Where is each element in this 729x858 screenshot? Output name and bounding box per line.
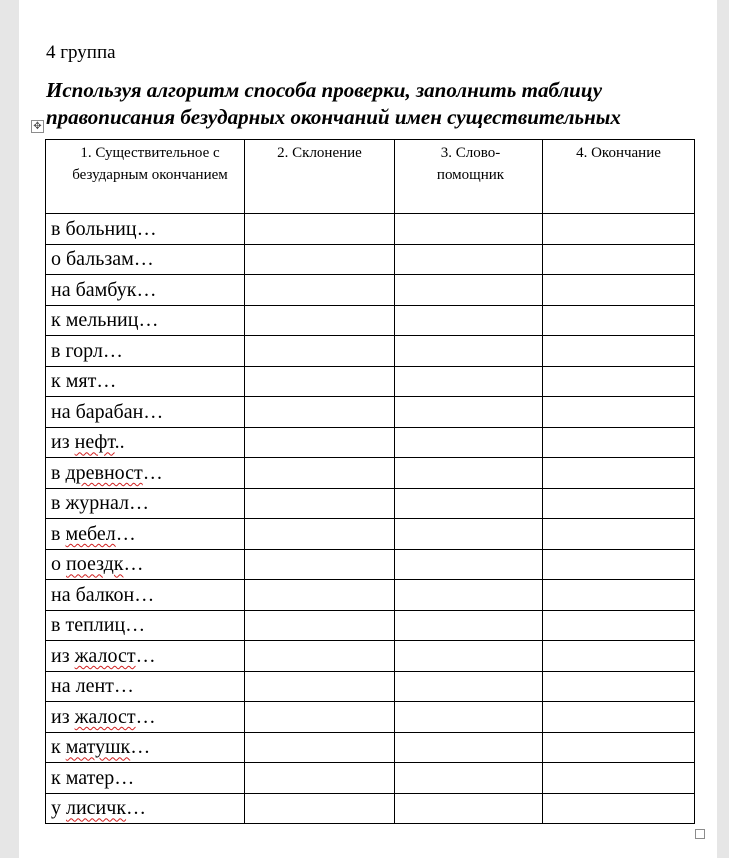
preposition: у	[51, 797, 61, 820]
helper-word-cell[interactable]	[395, 397, 543, 428]
task-heading-line-1: Используя алгоритм способа проверки, заполнить таблицу	[46, 78, 603, 102]
table-row	[46, 641, 695, 672]
table-row	[46, 702, 695, 733]
noun-stem: горл	[65, 339, 103, 362]
ending-cell[interactable]	[543, 244, 695, 275]
ending-placeholder: …	[135, 644, 156, 667]
noun-stem: балкон	[75, 583, 135, 606]
ending-cell[interactable]	[543, 366, 695, 397]
declension-cell[interactable]	[245, 793, 395, 824]
noun-stem: матер	[65, 766, 115, 789]
noun-cell[interactable]	[46, 519, 245, 550]
ending-placeholder: …	[114, 766, 135, 789]
ending-cell[interactable]	[543, 214, 695, 245]
header-declension: 2. Склонение	[245, 140, 395, 214]
helper-word-cell[interactable]	[395, 580, 543, 611]
helper-word-cell[interactable]	[395, 610, 543, 641]
ending-cell[interactable]	[543, 458, 695, 489]
declension-cell[interactable]	[245, 214, 395, 245]
noun-cell[interactable]	[46, 488, 245, 519]
preposition: к	[51, 370, 61, 393]
preposition: на	[51, 583, 71, 606]
ending-cell[interactable]	[543, 580, 695, 611]
declension-cell[interactable]	[245, 702, 395, 733]
ending-cell[interactable]	[543, 763, 695, 794]
noun-cell[interactable]	[46, 732, 245, 763]
ending-placeholder: …	[113, 675, 134, 698]
noun-stem: нефт	[74, 431, 115, 454]
ending-cell[interactable]	[543, 549, 695, 580]
noun-stem: бальзам	[66, 248, 134, 271]
helper-word-cell[interactable]	[395, 793, 543, 824]
preposition: на	[51, 675, 71, 698]
header-helper-word: 3. Слово-помощник	[395, 140, 543, 214]
declension-cell[interactable]	[245, 305, 395, 336]
declension-cell[interactable]	[245, 763, 395, 794]
helper-word-cell[interactable]	[395, 275, 543, 306]
noun-cell[interactable]	[46, 397, 245, 428]
preposition: в	[51, 522, 61, 545]
helper-word-cell[interactable]	[395, 427, 543, 458]
declension-cell[interactable]	[245, 336, 395, 367]
noun-cell[interactable]	[46, 763, 245, 794]
helper-word-cell[interactable]	[395, 641, 543, 672]
preposition: на	[51, 400, 71, 423]
table-row	[46, 214, 695, 245]
ending-placeholder: …	[135, 705, 156, 728]
declension-cell[interactable]	[245, 397, 395, 428]
preposition: о	[51, 248, 61, 271]
task-heading-line-2: правописания безударных окончаний имен существительных	[46, 105, 621, 129]
noun-cell[interactable]	[46, 427, 245, 458]
noun-cell[interactable]	[46, 366, 245, 397]
helper-word-cell[interactable]	[395, 488, 543, 519]
declension-cell[interactable]	[245, 366, 395, 397]
table-row	[46, 488, 695, 519]
noun-stem: матушк	[65, 736, 131, 759]
table-row	[46, 458, 695, 489]
declension-cell[interactable]	[245, 427, 395, 458]
noun-stem: теплиц	[65, 614, 126, 637]
header-ending: 4. Окончание	[543, 140, 695, 214]
helper-word-cell[interactable]	[395, 305, 543, 336]
ending-placeholder: …	[136, 217, 157, 240]
noun-cell[interactable]	[46, 580, 245, 611]
noun-stem: лент	[75, 675, 114, 698]
table-row	[46, 549, 695, 580]
noun-cell[interactable]	[46, 671, 245, 702]
preposition: к	[51, 766, 61, 789]
preposition: из	[51, 705, 70, 728]
declension-cell[interactable]	[245, 671, 395, 702]
preposition: о	[51, 553, 61, 576]
answer-table	[45, 139, 695, 824]
preposition: в	[51, 339, 61, 362]
ending-placeholder: …	[142, 461, 163, 484]
declension-cell[interactable]	[245, 519, 395, 550]
table-header-row	[46, 140, 695, 214]
table-row	[46, 244, 695, 275]
ending-placeholder: …	[96, 370, 117, 393]
declension-cell[interactable]	[245, 732, 395, 763]
noun-stem: поездк	[66, 553, 124, 576]
helper-word-cell[interactable]	[395, 244, 543, 275]
noun-stem: барабан	[75, 400, 144, 423]
ending-placeholder: …	[130, 736, 151, 759]
noun-stem: мебел	[65, 522, 116, 545]
group-label: 4 группа	[46, 42, 116, 63]
ending-cell[interactable]	[543, 732, 695, 763]
ending-cell[interactable]	[543, 519, 695, 550]
resize-handle-icon[interactable]	[695, 829, 705, 839]
noun-cell[interactable]	[46, 275, 245, 306]
declension-cell[interactable]	[245, 244, 395, 275]
table-row	[46, 519, 695, 550]
noun-cell[interactable]	[46, 549, 245, 580]
preposition: из	[51, 431, 70, 454]
helper-word-cell[interactable]	[395, 732, 543, 763]
preposition: к	[51, 309, 61, 332]
table-row	[46, 305, 695, 336]
declension-cell[interactable]	[245, 275, 395, 306]
table-row	[46, 366, 695, 397]
noun-stem: бамбук	[75, 278, 137, 301]
declension-cell[interactable]	[245, 610, 395, 641]
noun-stem: мят	[65, 370, 97, 393]
declension-cell[interactable]	[245, 488, 395, 519]
ending-cell[interactable]	[543, 336, 695, 367]
ending-placeholder: …	[138, 309, 159, 332]
helper-word-cell[interactable]	[395, 702, 543, 733]
noun-cell[interactable]	[46, 336, 245, 367]
move-arrows-icon[interactable]: ✥	[31, 120, 44, 133]
ending-cell[interactable]	[543, 610, 695, 641]
helper-word-cell[interactable]	[395, 671, 543, 702]
table-row	[46, 671, 695, 702]
noun-stem: больниц	[65, 217, 137, 240]
noun-cell[interactable]	[46, 305, 245, 336]
noun-cell[interactable]	[46, 244, 245, 275]
ending-cell[interactable]	[543, 305, 695, 336]
noun-stem: древност	[65, 461, 143, 484]
noun-stem: журнал	[65, 492, 130, 515]
noun-cell[interactable]	[46, 641, 245, 672]
noun-cell[interactable]	[46, 702, 245, 733]
noun-stem: лисичк	[66, 797, 127, 820]
ending-placeholder: ..	[114, 431, 125, 454]
ending-placeholder: …	[123, 553, 144, 576]
declension-cell[interactable]	[245, 580, 395, 611]
ending-cell[interactable]	[543, 488, 695, 519]
ending-placeholder: …	[102, 339, 123, 362]
header-noun: 1. Существительное с безударным окончанием	[46, 140, 245, 214]
ending-placeholder: …	[134, 583, 155, 606]
ending-cell[interactable]	[543, 397, 695, 428]
helper-word-cell[interactable]	[395, 549, 543, 580]
noun-stem: жалост	[74, 644, 136, 667]
table-row	[46, 580, 695, 611]
table-row	[46, 732, 695, 763]
table-row	[46, 336, 695, 367]
table-row	[46, 275, 695, 306]
preposition: на	[51, 278, 71, 301]
noun-cell[interactable]	[46, 610, 245, 641]
helper-word-cell[interactable]	[395, 763, 543, 794]
helper-word-cell[interactable]	[395, 519, 543, 550]
ending-placeholder: …	[143, 400, 164, 423]
table-row	[46, 397, 695, 428]
declension-cell[interactable]	[245, 549, 395, 580]
ending-placeholder: …	[115, 522, 136, 545]
noun-cell[interactable]	[46, 793, 245, 824]
preposition: в	[51, 614, 61, 637]
noun-cell[interactable]	[46, 214, 245, 245]
ending-placeholder: …	[133, 248, 154, 271]
ending-placeholder: …	[129, 492, 150, 515]
preposition: из	[51, 644, 70, 667]
noun-stem: мельниц	[65, 309, 139, 332]
ending-cell[interactable]	[543, 641, 695, 672]
ending-placeholder: …	[136, 278, 157, 301]
ending-cell[interactable]	[543, 427, 695, 458]
helper-word-cell[interactable]	[395, 214, 543, 245]
table-row	[46, 763, 695, 794]
declension-cell[interactable]	[245, 641, 395, 672]
declension-cell[interactable]	[245, 458, 395, 489]
table-row	[46, 793, 695, 824]
noun-stem: жалост	[74, 705, 136, 728]
table-row	[46, 427, 695, 458]
ending-placeholder: …	[126, 797, 147, 820]
helper-word-cell[interactable]	[395, 336, 543, 367]
preposition: в	[51, 217, 61, 240]
ending-cell[interactable]	[543, 275, 695, 306]
preposition: в	[51, 461, 61, 484]
preposition: к	[51, 736, 61, 759]
table-row	[46, 610, 695, 641]
noun-cell[interactable]	[46, 458, 245, 489]
ending-cell[interactable]	[543, 671, 695, 702]
ending-cell[interactable]	[543, 793, 695, 824]
ending-placeholder: …	[125, 614, 146, 637]
ending-cell[interactable]	[543, 702, 695, 733]
preposition: в	[51, 492, 61, 515]
task-heading	[46, 77, 706, 131]
helper-word-cell[interactable]	[395, 366, 543, 397]
workspace-margin	[0, 0, 19, 858]
helper-word-cell[interactable]	[395, 458, 543, 489]
